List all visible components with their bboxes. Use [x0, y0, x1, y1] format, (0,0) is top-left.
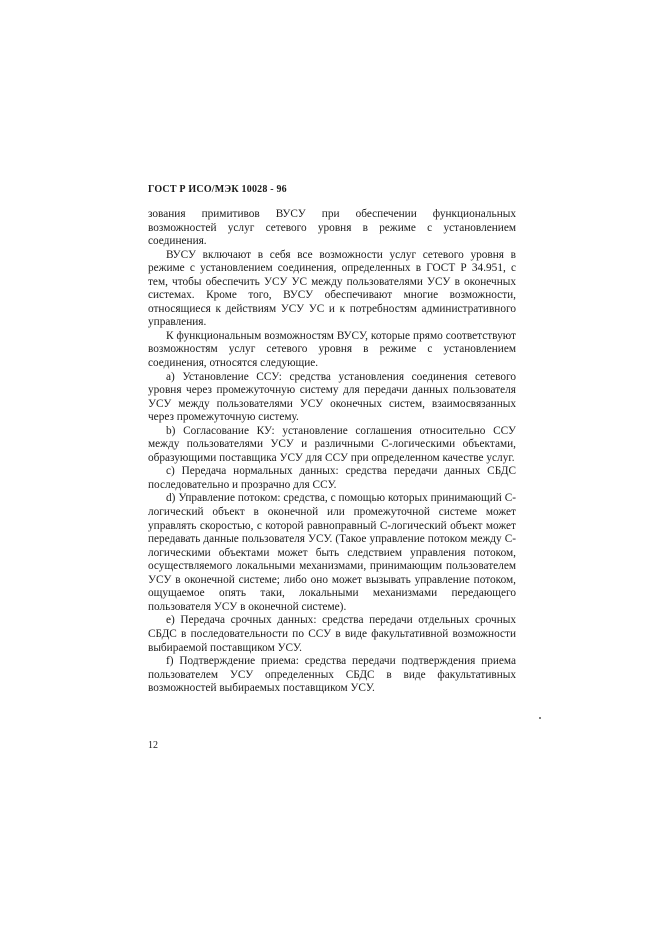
list-item-b: b) Согласование КУ: установление соглашения относительно ССУ между пользователями УСУ и различными С-логическими объектами, образующими поставщика УСУ для ССУ при определенном качестве услуг.	[148, 424, 516, 464]
paragraph-vusu: ВУСУ включают в себя все возможности услуг сетевого уровня в режиме с установлением соединения, определенных в ГОСТ Р 34.951, с тем, чтобы обеспечить УСУ УС между пользователями УСУ в оконечных системах. Кроме того, ВУСУ обеспечивают многие возможности, относящиеся к действиям УСУ УС и к потребностям административного управления.	[148, 248, 516, 329]
paragraph-functions-intro: К функциональным возможностям ВУСУ, которые прямо соответствуют возможностям услуг сетевого уровня в режиме с установлением соединения, относятся следующие.	[148, 329, 516, 370]
list-item-e: е) Передача срочных данных: средства передачи отдельных срочных СБДС в последовательности по ССУ в виде факультативной возможности выбираемой поставщиком УСУ.	[148, 614, 516, 654]
list-item-d: d) Управление потоком: средства, с помощью которых принимающий С-логический объект в оконечной или промежуточной системе может управлять скоростью, с которой равноправный С-логический объект может передавать данные пользователя УСУ. (Такое управление потоком между С-логическими объектами может быть следствием управления потоком, осуществляемого локальными механизмами, принимающим пользователем УСУ в оконечной системе; либо оно может вызывать управление потоком, ощущаемое опять таки, локальными механизмами передающего пользователя УСУ в оконечной системе).	[148, 492, 516, 613]
list-item-c: с) Передача нормальных данных: средства передачи данных СБДС последовательно и прозрачно для ССУ.	[148, 465, 516, 491]
page-number: 12	[148, 740, 158, 751]
list-item-f: f) Подтверждение приема: средства передачи подтверждения приема пользователем УСУ определенных СБДС в виде факультативных возможностей выбираемых поставщиком УСУ.	[148, 655, 516, 695]
document-header: ГОСТ Р ИСО/МЭК 10028 - 96	[148, 184, 287, 195]
list-item-a: а) Установление ССУ: средства установления соединения сетевого уровня через промежуточную систему для передачи данных пользователя УСУ между пользователями УСУ оконечных систем, взаимосвязанных через промежуточную систему.	[148, 370, 516, 424]
paragraph-continuation: зования примитивов ВУСУ при обеспечении функциональных возможностей услуг сетевого уровня в режиме с установлением соединения.	[148, 208, 516, 248]
body-text	[148, 208, 516, 696]
scan-speck	[539, 717, 541, 719]
